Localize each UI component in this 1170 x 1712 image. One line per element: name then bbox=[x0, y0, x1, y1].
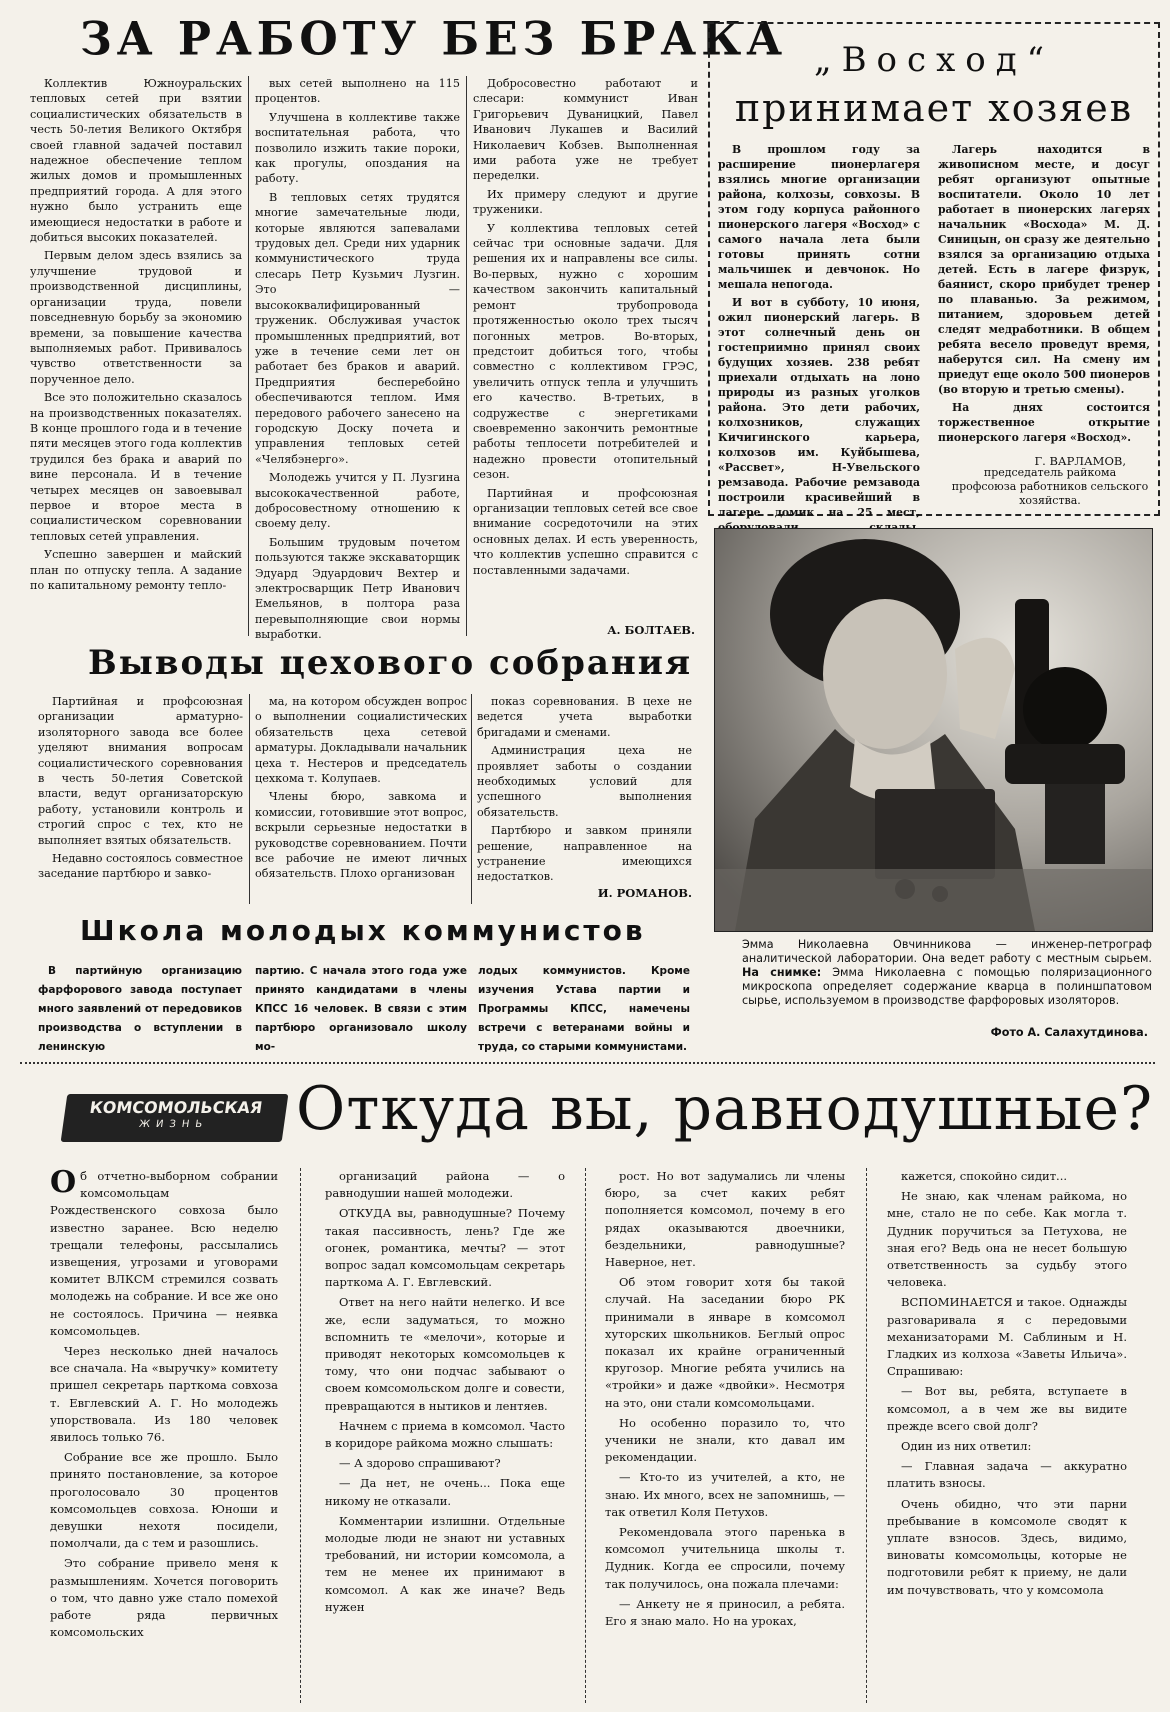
paragraph: Первым делом здесь взялись за улучшение трудовой и производственной дисциплины, организации труда, повели повседневную борьбу за экономию времени, за повышение качества выполняемых работ. Прививалось чувство ответственности за порученное дело. bbox=[30, 249, 242, 386]
paragraph: Об отчетно-выборном собрании комсомольцам Рождественского совхоза было известно заранее. Всю неделю трещали телефоны, рассылались извещения, угрозами и уговорами комитет ВЛКСМ стремился созвать молодежь на собрание. И все же оно не состоялось. Причина — неявка комсомольцев. bbox=[50, 1165, 278, 1338]
paragraph: — Главная задача — аккуратно платить взносы. bbox=[887, 1459, 1127, 1491]
article5-col2 bbox=[325, 1168, 565, 1703]
article3-title: Выводы цехового собрания bbox=[88, 643, 693, 683]
drop-cap: О bbox=[50, 1165, 77, 1200]
paragraph: Успешно завершен и майский план по отпуску тепла. А задание по капитальному ремонту тепло- bbox=[30, 548, 242, 592]
paragraph: Партбюро и завком приняли решение, направленное на устранение имеющихся недостатков. bbox=[477, 824, 692, 884]
paragraph: Ответ на него найти нелегко. И все же, если задуматься, то можно вспомнить те «мелочи», которые и приводят некоторых комсомольцев к тому, что они подчас забывают о своем комсомольском долге и совести, превращаются в нытиков и лентяев. bbox=[325, 1295, 565, 1413]
paragraph: На днях состоится торжественное открытие пионерского лагеря «Восход». bbox=[938, 401, 1150, 444]
article1-col3 bbox=[473, 76, 698, 624]
paragraph: Не знаю, как членам райкома, но мне, стало не по себе. Как могла т. Дудник поручиться за Петухова, не зная его? Ведь она не несет большую ответственность за судьбу этого человека. bbox=[887, 1189, 1127, 1290]
photo-caption-lead: На снимке: bbox=[742, 966, 822, 979]
paragraph: Это собрание привело меня к размышлениям. Хочется поговорить о том, что давно уже стало помехой работе ряда первичных комсомольских bbox=[50, 1556, 278, 1640]
article1-title: ЗА РАБОТУ БЕЗ БРАКА bbox=[80, 12, 788, 67]
paragraph: В прошлом году за расширение пионерлагеря взялись многие организации района, колхозы, совхозы. В этом году корпуса районного пионерского лагеря «Восход» с самого начала лета были готовы принять сотни мальчишек и девчонок. Но мешала непогода. bbox=[718, 143, 920, 291]
article2-title-line1: „Восход“ bbox=[813, 40, 1055, 80]
article2-signature-role: председатель райкома профсоюза работников сельского хозяйства. bbox=[951, 466, 1149, 507]
paragraph: Начнем с приема в комсомол. Часто в коридоре райкома можно слышать: bbox=[325, 1418, 565, 1451]
paragraph: Лагерь находится в живописном месте, и досуг ребят организуют опытные воспитатели. Около 10 лет работает в пионерских лагерях начальник «Восхода» М. Д. Синицын, он сразу же деятельно взялся за организацию отдыха детей. Есть в лагере физрук, баянист, скоро прибудет тренер по плаванью. За режимом, питанием, здоровьем детей следят медработники. В общем ребята весело проведут время, наберутся сил. На смену им приедут еще около 500 пионеров (во вторую и третью смены). bbox=[938, 143, 1150, 396]
rubric-komsomolskaya bbox=[61, 1094, 289, 1142]
lab-photo-image bbox=[715, 529, 1152, 931]
paragraph: Очень обидно, что эти парни пребывание в комсомоле сводят к уплате взносов. Здесь, видимо, виноваты комсомольцы, которые не подготовили ребят к приему, не дали им почувствовать, что у комсомола bbox=[887, 1496, 1127, 1597]
paragraph: Все это положительно сказалось на производственных показателях. В конце прошлого года и в течение пяти месяцев этого года коллектив трудился без брака и аварий по вине персонала. И в течение четырех месяцев он завоевывал первое и второе места в социалистическом соревновании тепловых сетей управления. bbox=[30, 391, 242, 543]
photo-caption-line1: Эмма Николаевна Овчинникова — инженер-петрограф аналитической лаборатории. Она ведет работу с местным сырьем. bbox=[742, 938, 1152, 965]
paragraph: организаций района — о равнодушии нашей молодежи. bbox=[325, 1169, 565, 1201]
paragraph: Добросовестно работают и слесари: коммунист Иван Григорьевич Дуваницкий, Павел Иванович Лукашев и Василий Николаевич Кобзев. Выполненная ими работа уже не требует переделки. bbox=[473, 77, 698, 183]
article3-col3 bbox=[477, 694, 692, 884]
paragraph: И вот в субботу, 10 июня, ожил пионерский лагерь. В этот солнечный день он гостеприимно принял своих будущих хозяев. 238 ребят приехали отдыхать на лоно природы из разных уголков района. Это дети рабочих, колхозников, служащих Кичигинского карьера, колхозов им. Куйбышева, «Рассвет», Н-Увельского ремзавода. Рабочие ремзавода построили красивейший в лагере домик на 25 мест, bbox=[718, 296, 920, 519]
paragraph: — Кто-то из учителей, а кто, не знаю. Их много, всех не запомнишь, — так ответил Коля Петухов. bbox=[605, 1470, 845, 1519]
paragraph: Через несколько дней началось все сначала. На «выручку» комитету пришел секретарь парткома совхоза т. Евглевский А. Г. Но молодежь упорствовала. Из 180 человек явилось только 76. bbox=[50, 1344, 278, 1445]
photo-credit: Фото А. Салахутдинова. bbox=[990, 1026, 1148, 1039]
paragraph: Но особенно поразило то, что ученики не знали, кто давал им рекомендации. bbox=[605, 1415, 845, 1465]
paragraph: Собрание все же прошло. Было принято постановление, за которое проголосовало 30 процентов комсомольцев совхоза. Юноши и девушки нехотя посидели, помолчали, да с тем и разошлись. bbox=[50, 1450, 278, 1551]
paragraph: Партийная и профсоюзная организации арматурно-изоляторного завода все более уделяют внимания вопросам социалистического соревнования в честь 50-летия Советской власти, ведут организаторскую работу, установили контроль и строгий спрос с тех, кто не выполняет взятых обязательств. bbox=[38, 695, 243, 847]
paragraph: Об этом говорит хотя бы такой случай. На заседании бюро РК принимали в январе в комсомол хуторских школьников. Беглый опрос показал их крайне ограниченный кругозор. Многие ребята учились на «тройки» и даже «двойки». Несмотря на это, они стали комсомольцами. bbox=[605, 1275, 845, 1410]
paragraph: Члены бюро, завкома и комиссии, готовившие этот вопрос, вскрыли серьезные недостатки в руководстве соревнованием. Почти все рабочие не имеют личных обязательств. Плохо организован bbox=[255, 790, 467, 881]
section-divider bbox=[20, 1062, 1155, 1064]
article2-col1 bbox=[718, 142, 920, 519]
paragraph: Большим трудовым почетом пользуются также экскаваторщик Эдуард Эдуардович Вехтер и электросварщик Петр Иванович Емельянов, в полтора раза перевыполняющие свои нормы выработки. bbox=[255, 535, 460, 642]
article5-title: Откуда вы, равнодушные? bbox=[296, 1074, 1154, 1144]
lab-photo bbox=[714, 528, 1153, 932]
article1-col1 bbox=[30, 76, 242, 636]
paragraph: — А здорово спрашивают? bbox=[339, 1456, 501, 1471]
paragraph: вых сетей выполнено на 115 процентов. bbox=[255, 77, 460, 106]
article2-col2 bbox=[938, 142, 1150, 444]
article2-signature-name: Г. ВАРЛАМОВ, bbox=[1034, 454, 1126, 468]
article4-col1: В партийную организацию фарфорового завода поступает много заявлений от передовиков производства о вступлении в ленинскую bbox=[38, 965, 242, 1053]
paragraph: ВСПОМИНАЕТСЯ и такое. Однажды разговаривала я с передовыми механизаторами М. Саблиным и Н. Гладких из колхоза «Заветы Ильича». Спрашиваю: bbox=[887, 1295, 1127, 1379]
paragraph: Партийная и профсоюзная организации тепловых сетей все свое внимание сосредоточили на этих основных делах. И есть уверенность, что коллектив успешно справится с поставленными задачами. bbox=[473, 486, 698, 577]
paragraph: — Вот вы, ребята, вступаете в комсомол, а в чем же вы видите прежде всего свой долг? bbox=[887, 1384, 1127, 1433]
article4-col2: партию. С начала этого года уже принято кандидатами в члены КПСС 16 человек. В связи с этим партбюро организовало школу мо- bbox=[255, 965, 467, 1053]
paragraph: Улучшена в коллективе также воспитательная работа, что позволило изжить такие пороки, как прогулы, опоздания на работу. bbox=[255, 110, 460, 186]
rubric-subtitle: ЖИЗНЬ bbox=[138, 1119, 209, 1130]
paragraph: Коллектив Южноуральских тепловых сетей при взятии социалистических обязательств в честь 50-летия Великого Октября своей главной задачей поставил надежное обеспечение теплом жилых домов и промышленных предприятий города. А для этого нужно было устранить еще имеющиеся недостатки в работе и добиться высоких показателей. bbox=[30, 77, 242, 245]
paragraph: Один из них ответил: bbox=[901, 1439, 1032, 1454]
article1-signature: А. БОЛТАЕВ. bbox=[607, 623, 695, 637]
paragraph: Рекомендовала этого паренька в комсомол учительница школы т. Дудник. Когда ее спросили, почему так получилось, она пожала плечами: bbox=[605, 1525, 845, 1591]
article2-title-line2: принимает хозяев bbox=[734, 86, 1134, 130]
photo-caption bbox=[742, 938, 1152, 1008]
article5-col3 bbox=[605, 1168, 845, 1703]
article3-col2 bbox=[255, 694, 467, 904]
article3-signature: И. РОМАНОВ. bbox=[597, 886, 692, 900]
paragraph: У коллектива тепловых сетей сейчас три основные задачи. Для решения их и направлены все силы. Во-первых, нужно с хорошим качеством закончить капитальный ремонт трубопровода протяженностью около трех тысяч погонных метров. Во-вторых, предстоит добиться того, чтобы совместно с коллективом ГРЭС, увеличить отпуск тепла и улучшить его качество. В-третьих, в содружестве с энергетиками своевременно закончить ремонтные работы теплосети потребителей и надежно провести отопительный сезон. bbox=[473, 221, 698, 482]
article5-col1 bbox=[50, 1165, 278, 1703]
article4-col3: лодых коммунистов. Кроме изучения Устава партии и Программы КПСС, намечены встречи с ветеранами войны и труда, со старыми коммунистами. bbox=[478, 965, 690, 1053]
article3-col1 bbox=[38, 694, 243, 904]
rubric-title: КОМСОМОЛЬСКАЯ bbox=[88, 1098, 264, 1117]
paragraph: ОТКУДА вы, равнодушные? Почему такая пассивность, лень? Где же огонек, романтика, мечты? — этот вопрос задал комсомольцам секретарь парткома А. Г. Евглевский. bbox=[325, 1206, 565, 1290]
photo-caption-line2: Эмма Николаевна с помощью поляризационного микроскопа определяет содержание кварца в полиншпатовом сырье, используемом в производстве фарфоровых изоляторов. bbox=[742, 966, 1152, 1007]
paragraph: кажется, спокойно сидит... bbox=[901, 1169, 1068, 1183]
paragraph: — Да нет, не очень... Пока еще никому не отказали. bbox=[325, 1476, 565, 1508]
article1-col2 bbox=[255, 76, 460, 642]
article5-col4 bbox=[887, 1168, 1127, 1703]
paragraph: Комментарии излишни. Отдельные молодые люди не знают ни уставных требований, ни истории комсомола, а тем не менее их принимают в комсомол. А как же иначе? Ведь нужен bbox=[325, 1513, 565, 1614]
paragraph: — Анкету не я приносил, а ребята. Его я знаю мало. Но на уроках, bbox=[605, 1596, 845, 1629]
paragraph: рост. Но вот задумались ли члены бюро, за счет каких ребят пополняется комсомол, почему в его рядах оказываются двоечники, бездельники, равнодушные? Наверное, нет. bbox=[605, 1169, 845, 1270]
paragraph: Недавно состоялось совместное заседание партбюро и завко- bbox=[38, 852, 243, 881]
paragraph: ма, на котором обсужден вопрос о выполнении социалистических обязательств цеха сетевой арматуры. Докладывали начальник цеха т. Нестеров и председатель цехкома т. Колупаев. bbox=[255, 695, 467, 786]
paragraph: В тепловых сетях трудятся многие замечательные люди, которые являются запевалами трудовых дел. Среди них ударник коммунистического труда слесарь Петр Кузьмич Лузгин. Это — высококвалифицированный труженик. Обслуживая участок промышленных предприятий, вот уже в течение семи лет он работает без браков и аварий. Предприятия бесперебойно обеспечиваются теплом. Имя передового рабочего занесено на городскую Доску почета и управления тепловых сетей «Челябэнерго». bbox=[255, 190, 460, 466]
paragraph: Администрация цеха не проявляет заботы о создании необходимых условий для успешного выполнения обязательств. bbox=[477, 744, 692, 819]
paragraph: Молодежь учится у П. Лузгина высококачественной работе, добросовестному отношению к своему делу. bbox=[255, 471, 460, 531]
paragraph: показ соревнования. В цехе не ведется учета выработки бригадами и сменами. bbox=[477, 695, 692, 739]
article4-title: Школа молодых коммунистов bbox=[80, 914, 646, 947]
paragraph: Их примеру следуют и другие труженики. bbox=[473, 187, 698, 217]
